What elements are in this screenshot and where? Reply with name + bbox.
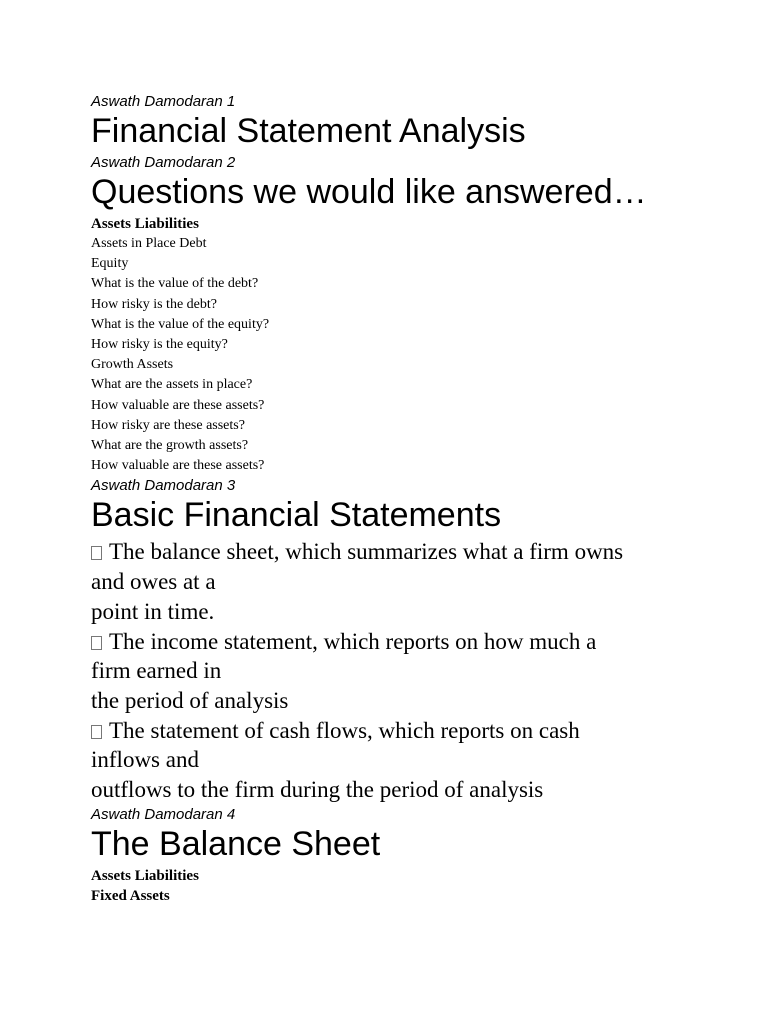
slide-author: Aswath Damodaran 2 [91,154,236,171]
slide-author: Aswath Damodaran 1 [91,93,236,110]
text-line: How risky is the equity? [91,337,228,353]
bullet-line [91,627,731,657]
text-line: inflows and [91,747,199,773]
text-line: point in time. [91,598,215,624]
table-header: Assets Liabilities [91,867,199,884]
square-bullet-icon [91,725,102,739]
square-bullet-icon [91,546,102,560]
square-bullet-icon [91,636,102,650]
text-line: What are the assets in place? [91,377,253,393]
document-page [91,92,731,906]
slide-title: Questions we would like answered… [91,173,647,211]
bullet-line [91,537,731,567]
text-line: and owes at a [91,569,216,595]
bullet-text: The statement of cash flows, which reports on cash [109,717,580,743]
text-line: What is the value of the equity? [91,316,270,332]
table-subheader: Fixed Assets [91,887,170,904]
text-line: Growth Assets [91,357,174,373]
slide-author: Aswath Damodaran 4 [91,805,236,823]
bullet-text: The balance sheet, which summarizes what a firm owns [109,539,624,565]
text-line: How valuable are these assets? [91,458,265,474]
text-line: the period of analysis [91,687,289,713]
text-line: How risky is the debt? [91,296,217,312]
slide-title: Basic Financial Statements [91,496,502,535]
slide-title: The Balance Sheet [91,824,381,863]
text-line: outflows to the firm during the period of analysis [91,777,544,803]
slide-author: Aswath Damodaran 3 [91,477,236,495]
text-line: What are the growth assets? [91,438,249,454]
text-line: How valuable are these assets? [91,397,265,413]
bullet-text: The income statement, which reports on how much a [109,628,597,654]
slide-title: Financial Statement Analysis [91,112,526,150]
bullet-line [91,716,731,746]
text-line: Assets in Place Debt [91,236,207,251]
text-line: What is the value of the debt? [91,276,259,292]
text-line: firm earned in [91,658,222,684]
table-header: Assets Liabilities [91,216,199,232]
text-line: How risky are these assets? [91,417,245,433]
text-line: Equity [91,256,129,272]
